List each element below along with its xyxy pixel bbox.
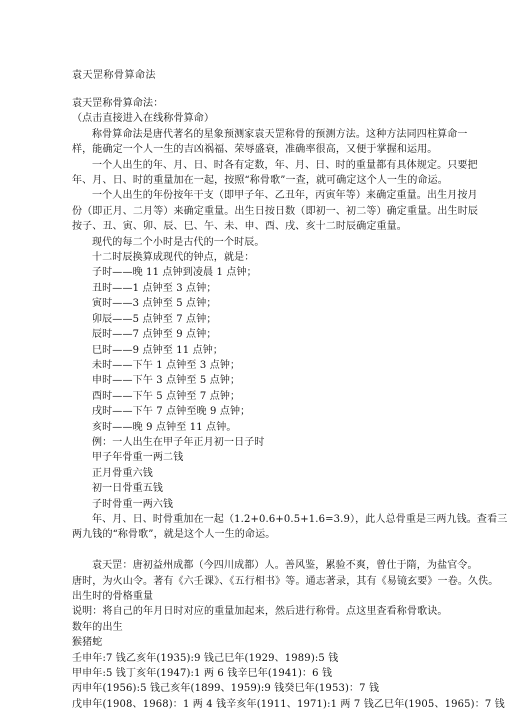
text-line: 例：一人出生在甲子年正月初一日子时 [92, 436, 265, 448]
text-line: 袁天罡称骨算命法： [72, 98, 164, 109]
text-line: 唐时，为火山令。著有《六壬课》、《五行相书》等。通志著录，其有《易镜玄要》一卷。久佚。 [72, 575, 499, 587]
text-line: 巳时——9 点钟至 11 点钟； [92, 344, 224, 356]
text-line: 出生时的骨格重量 [72, 590, 154, 602]
text-line: 一个人出生的年份按年干支（即甲子年、乙丑年，丙寅年等）来确定重量。出生月按月 [92, 190, 478, 202]
text-line: 子时——晚 11 点钟到凌晨 1 点钟； [92, 267, 257, 279]
text-line: 年、月、日、时骨重加在一起（1.2+0.6+0.5+1.6=3.9），此人总骨重是三两九钱。查看三 [92, 513, 507, 525]
text-line: 份（即正月、二月等）来确定重量。出生日按日数（即初一、初二等）确定重量。出生时辰 [72, 205, 478, 217]
blank-line [72, 543, 434, 558]
text-line: 说明：将自己的年月日时对应的重量加起来，然后进行称骨。点这里查看称骨歌诀。 [72, 606, 448, 618]
text-line: 按子、丑、寅、卯、辰、巳、午、未、申、酉、戌、亥十二时辰确定重量。 [72, 221, 407, 233]
text-line: 亥时——晚 9 点钟至 11 点钟。 [92, 421, 237, 433]
text-line: 甲子年骨重一两二钱 [92, 452, 184, 464]
text-line: 猴猪蛇 [72, 637, 103, 649]
text-line: 丑时——1 点钟至 3 点钟； [92, 282, 217, 294]
text-line: 样，能确定一个人一生的吉凶祸福、荣辱盛衰，准确率很高，又便于掌握和运用。 [72, 144, 438, 156]
text-line: 年、月、日、时的重量加在一起，按照“称骨歌”一查，就可确定这个人一生的命运。 [72, 175, 448, 187]
text-line: 数年的出生 [72, 621, 123, 633]
text-line: 甲申年:5 钱丁亥年(1947):1 两 6 钱辛巳年(1941)：6 钱 [72, 668, 333, 680]
text-line: 壬申年:7 钱乙亥年(1935):9 钱己巳年(1929、1989):5 钱 [72, 652, 339, 664]
text-line: 申时——下午 3 点钟至 5 点钟； [92, 375, 241, 387]
text-line: 袁天罡：唐初益州成都（今四川成都）人。善风鉴，累验不爽，曾仕于隋，为盐官令。 [92, 560, 478, 572]
text-line: 子时骨重一两六钱 [92, 498, 174, 510]
document-body [72, 96, 507, 712]
text-line: 酉时——下午 5 点钟至 7 点钟； [92, 390, 241, 402]
text-line: 卯辰——5 点钟至 7 点钟； [92, 313, 217, 325]
text-line: 一个人出生的年、月、日、时各有定数，年、月、日、时的重量都有具体规定。只要把 [92, 159, 478, 171]
text-line: 初一日骨重五钱 [92, 483, 164, 495]
text-line: 现代的每二个小时是古代的一个时辰。 [92, 236, 265, 248]
text-line: 正月骨重六钱 [92, 467, 153, 479]
text-line: 十二时辰换算成现代的钟点，就是： [92, 252, 255, 264]
text-line: 称骨算命法是唐代著名的星象预测家袁天罡称骨的预测方法。这种方法同四柱算命一 [92, 128, 468, 140]
document-title: 袁天罡称骨算命法 [72, 70, 156, 81]
text-line: 寅时——3 点钟至 5 点钟； [92, 298, 217, 310]
text-line: 戌时——下午 7 点钟至晚 9 点钟； [92, 406, 251, 418]
text-line: 辰时——7 点钟至 9 点钟； [92, 329, 217, 341]
text-line: 丙申年(1956):5 钱己亥年(1899、1959):9 钱癸巳年(1953)：7 钱 [72, 683, 380, 695]
text-line: 戊申年(1908、1968)：1 两 4 钱辛亥年(1911、1971):1 两 7 钱乙巳年(1905、1965)：7 钱 [72, 698, 505, 710]
text-line: （点击直接进入在线称骨算命） [72, 113, 215, 125]
text-line: 未时——下午 1 点钟至 3 点钟； [92, 359, 241, 371]
text-line: 两九钱的“称骨歌”，就是这个人一生的命运。 [72, 529, 276, 541]
